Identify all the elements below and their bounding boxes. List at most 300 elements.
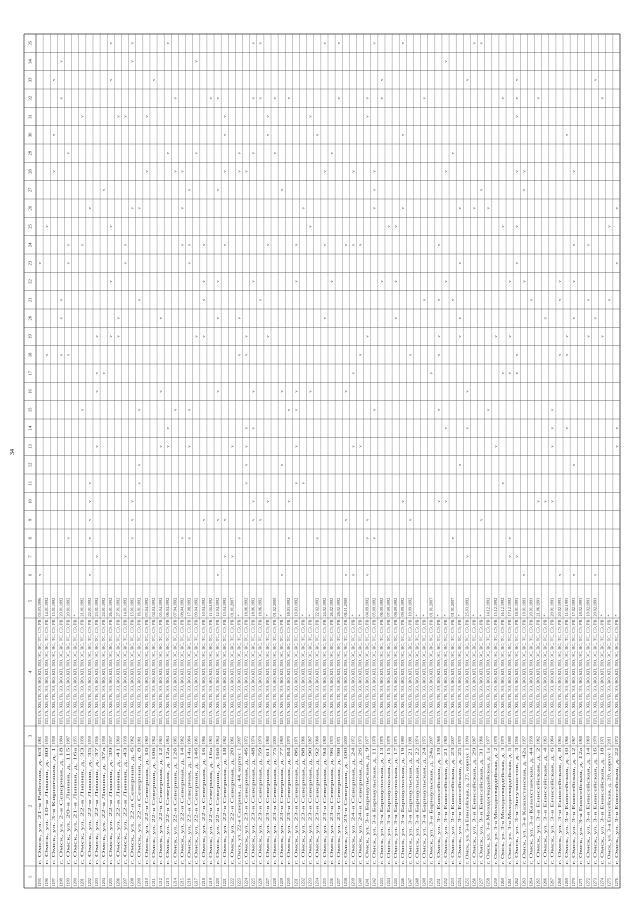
check-mark: v <box>129 207 135 210</box>
table-cell-addr: г. Омск, ул. 3-я Барнаульская, д. 21 <box>407 802 413 865</box>
table-cell-year: 1962 <box>179 736 185 745</box>
check-mark: v <box>606 225 612 228</box>
table-cell-sys: ПЛ, ГА, ХВ, ГВ, ЭЭ, ВО, КП, ПО, ЭС, ВС, ТС, СЭ, РВ <box>86 627 92 725</box>
check-mark: v <box>599 335 605 338</box>
column-number: 26 <box>27 205 33 211</box>
table-cell-addr: г. Омск, ул. 3-я Енисейская, д. 19 <box>435 805 441 865</box>
check-mark: v <box>371 207 377 210</box>
check-mark: v <box>293 445 299 448</box>
table-cell-year: 1958 <box>122 736 128 745</box>
table-cell-sys: ПЛ, ГА, ХВ, ГВ, ЭЭ, ВО, КП, ПО, ЭС, ВС, ТС, СЭ, РВ <box>435 627 441 725</box>
table-cell-id: 1264 <box>528 878 534 887</box>
table-cell-year: 1965 <box>193 736 199 745</box>
check-mark: v <box>478 518 484 521</box>
check-mark: v <box>457 463 463 466</box>
table-cell-id: 1246 <box>400 878 406 887</box>
check-mark: v <box>350 170 356 173</box>
table-cell-id: 1201 <box>79 878 85 887</box>
check-mark: v <box>507 372 513 375</box>
check-mark: v <box>115 115 121 118</box>
check-mark: v <box>264 115 270 118</box>
check-mark: v <box>336 42 342 45</box>
table-cell-date: 21.06.1993 <box>535 597 541 617</box>
table-cell-id: 1273 <box>592 878 598 887</box>
check-mark: v <box>93 335 99 338</box>
table-cell-sys: ПЛ, ГА, ХВ, ГВ, ЭЭ, ВО, КП, ПО, ЭС, ВС, ТС, СЭ, РВ <box>563 627 569 725</box>
check-mark: v <box>485 408 491 411</box>
check-mark: v <box>371 188 377 191</box>
check-mark: v <box>307 225 313 228</box>
table-cell-sys: ПЛ, ГА, ХВ, ГВ, ЭЭ, ВО, КП, ПО, ЭС, ВС, ТС, СЭ, РВ <box>378 627 384 725</box>
table-cell-year: 1994 <box>464 736 470 745</box>
check-mark: v <box>471 42 477 45</box>
table-cell-date: 14.12.1992 <box>485 597 491 617</box>
check-mark: v <box>229 445 235 448</box>
column-number: 33 <box>27 77 33 83</box>
check-mark: v <box>136 408 142 411</box>
table-cell-id: 1265 <box>535 878 541 887</box>
table-cell-date: 20.02.1993 <box>556 597 562 617</box>
table-cell-date: 14.01.1992 <box>44 597 50 617</box>
check-mark: v <box>158 390 164 393</box>
check-mark: v <box>93 390 99 393</box>
check-mark: v <box>264 335 270 338</box>
check-mark: v <box>563 133 569 136</box>
table-cell-addr: г. Омск, ул. 3-я Барнаульская, д. 24а <box>428 800 434 865</box>
check-mark: v <box>108 225 114 228</box>
check-mark: v <box>613 207 619 210</box>
table-cell-sys: ПЛ, ГА, ХВ, ГВ, ЭЭ, ВО, КП, ПО, ЭС, ВС, ТС, СЭ, РВ <box>257 627 263 725</box>
table-cell-date: * <box>307 614 313 617</box>
table-cell-date: * <box>350 614 356 617</box>
check-mark: v <box>407 353 413 356</box>
table-cell-date: 22.02.1992 <box>314 597 320 617</box>
table-cell-id: 1198 <box>58 878 64 887</box>
check-mark: v <box>435 298 441 301</box>
table-cell-date: 18.02.1993 <box>578 597 584 617</box>
check-mark: v <box>93 445 99 448</box>
table-cell-addr: г. Омск, ул. 3-я Молодогвардейская, д. 5 <box>507 793 513 865</box>
table-cell-addr: г. Омск, ул. 3-я Барнаульская, д. 17 <box>393 802 399 865</box>
check-mark: v <box>293 280 299 283</box>
table-cell-date: 17.12.1992 <box>507 597 513 617</box>
table-cell-year: 1961 <box>36 736 42 745</box>
table-cell-date: 12.04.1992 <box>215 597 221 617</box>
table-cell-addr: г. Омск, ул. 3-я Енисейская, д. 20, корпус 1 <box>606 788 612 865</box>
table-cell-id: 1237 <box>336 878 342 887</box>
table-cell-date: * <box>279 614 285 617</box>
table-cell-year: 1967 <box>571 736 577 745</box>
table-cell-year: 1978 <box>492 736 498 745</box>
table-cell-sys: ПЛ, ГА, ХВ, ГВ, ЭЭ, ВО, КП, ПО, ЭС, ВС, ТС, СЭ, РВ <box>393 627 399 725</box>
table-cell-addr: г. Омск, ул. 22-я Северная, д. 12 <box>158 807 164 865</box>
check-mark: v <box>136 298 142 301</box>
table-cell-addr: г. Омск, ул. 24-я Северная, д. 26 <box>357 807 363 865</box>
check-mark: v <box>286 97 292 100</box>
table-cell-date: 05.09.1992 <box>371 597 377 617</box>
table-cell-year: 1960 <box>115 736 121 745</box>
table-cell-year: 1962 <box>129 736 135 745</box>
table-cell-addr: г. Омск, ул. 3-я Енисейская, д. 29 <box>471 805 477 865</box>
check-mark: v <box>528 298 534 301</box>
table-cell-id: 1245 <box>393 878 399 887</box>
table-cell-sys: ПЛ, ГА, ХВ, ГВ, ЭЭ, ВО, КП, ПО, ЭС, ВС, ТС, СЭ, РВ <box>328 627 334 725</box>
check-mark: v <box>122 115 128 118</box>
check-mark: v <box>243 353 249 356</box>
check-mark: v <box>193 335 199 338</box>
table-cell-id: 1258 <box>485 878 491 887</box>
table-cell-id: 1260 <box>499 878 505 887</box>
check-mark: v <box>457 262 463 265</box>
check-mark: v <box>44 225 50 228</box>
table-cell-id: 1217 <box>193 878 199 887</box>
check-mark: v <box>79 115 85 118</box>
table-cell-date: 08.09.1992 <box>393 597 399 617</box>
table-cell-year: 1969 <box>442 736 448 745</box>
table-cell-addr: г. Омск, ул. 22-я Северная, д. 12а <box>165 805 171 865</box>
table-cell-sys: ПЛ, ГА, ХВ, ГВ, ЭЭ, ВО, КП, ПО, ЭС, ВС, ТС, СЭ, РВ <box>613 627 619 725</box>
check-mark: v <box>136 207 142 210</box>
check-mark: v <box>350 573 356 576</box>
table-cell-id: 1210 <box>143 878 149 887</box>
table-cell-sys: ПЛ, ГА, ХВ, ГВ, ЭЭ, ВО, КП, ПО, ЭС, ВС, ТС, СЭ, РВ <box>499 627 505 725</box>
column-number: 18 <box>27 352 33 358</box>
table-cell-id: 1213 <box>165 878 171 887</box>
column-number: 27 <box>27 187 33 193</box>
table-cell-sys: ПЛ, ГА, ХВ, ГВ, ЭЭ, ВО, КП, ПО, ЭС, ВС, ТС, СЭ, РВ <box>93 627 99 725</box>
check-mark: v <box>222 518 228 521</box>
column-number: 32 <box>27 95 33 101</box>
check-mark: v <box>393 280 399 283</box>
table-cell-date: 10.04.1992 <box>200 597 206 617</box>
column-number: 24 <box>27 242 33 248</box>
table-cell-sys: ПЛ, ГА, ХВ, ГВ, ЭЭ, ВО, КП, ПО, ЭС, ВС, ТС, СЭ, РВ <box>357 627 363 725</box>
table-cell-sys: ПЛ, ГА, ХВ, ГВ, ЭЭ, ВО, КП, ПО, ЭС, ВС, ТС, СЭ, РВ <box>236 627 242 725</box>
table-cell-sys: ПЛ, ГА, ХВ, ГВ, ЭЭ, ВО, КП, ПО, ЭС, ВС, ТС, СЭ, РВ <box>193 627 199 725</box>
table-cell-addr: г. Омск, ул. 3-я Енисейская, д. 23 <box>450 805 456 865</box>
check-mark: v <box>143 170 149 173</box>
check-mark: v <box>286 500 292 503</box>
table-cell-sys: ПЛ, ГА, ХВ, ГВ, ЭЭ, ВО, КП, ПО, ЭС, ВС, ТС, СЭ, РВ <box>250 627 256 725</box>
table-cell-id: 1208 <box>129 878 135 887</box>
check-mark: v <box>264 500 270 503</box>
table-cell-year: 1974 <box>250 736 256 745</box>
table-cell-id: 1202 <box>86 878 92 887</box>
check-mark: v <box>507 555 513 558</box>
table-cell-sys: ПЛ, ГА, ХВ, ГВ, ЭЭ, ВО, КП, ПО, ЭС, ВС, ТС, СЭ, РВ <box>350 627 356 725</box>
column-number: 13 <box>27 444 33 449</box>
table-cell-addr: г. Омск, ул. 23-я Северная, д. 98 <box>336 807 342 865</box>
table-cell-id: 1275 <box>606 878 612 887</box>
table-cell-date: 26.02.1992 <box>328 597 334 617</box>
table-cell-addr: г. Омск, ул. 3-я Енисейская, д. 10 <box>563 805 569 865</box>
table-cell-year: 1968 <box>264 736 270 745</box>
table-cell-sys: ПЛ, ГА, ХВ, ГВ, ЭЭ, ВО, КП, ПО, ЭС, ВС, ТС, СЭ, РВ <box>143 627 149 725</box>
table-cell-id: 1255 <box>464 878 470 887</box>
table-cell-year: 1963 <box>542 736 548 745</box>
check-mark: v <box>357 243 363 246</box>
table-cell-sys: ПЛ, ГА, ХВ, ГВ, ЭЭ, ВО, КП, ПО, ЭС, ВС, ТС, СЭ, РВ <box>264 627 270 725</box>
table-cell-id: 1220 <box>215 878 221 887</box>
table-cell-sys: ПЛ, ГА, ХВ, ГВ, ЭЭ, ВО, КП, ПО, ЭС, ВС, ТС, СЭ, РВ <box>122 627 128 725</box>
check-mark: v <box>186 188 192 191</box>
check-mark: v <box>172 97 178 100</box>
table-cell-sys: ПЛ, ГА, ХВ, ГВ, ЭЭ, ВО, КП, ПО, ЭС, ВС, ТС, СЭ, РВ <box>599 627 605 725</box>
table-cell-id: 1216 <box>186 878 192 887</box>
table-cell-addr: г. Омск, ул. 23-я Северная, д. 90 <box>307 807 313 865</box>
check-mark: v <box>350 243 356 246</box>
table-cell-id: 1232 <box>300 878 306 887</box>
table-cell-year: 1964 <box>165 736 171 745</box>
table-cell-addr: г. Омск, ул. 3-я Енисейская, д. 12а <box>578 803 584 865</box>
table-cell-date: 19.03.1992 <box>293 597 299 617</box>
check-mark: v <box>186 537 192 540</box>
check-mark: v <box>279 390 285 393</box>
check-mark: v <box>108 78 114 81</box>
check-mark: v <box>585 243 591 246</box>
check-mark: v <box>264 243 270 246</box>
table-cell-date: 15.01.1992 <box>129 597 135 617</box>
check-mark: v <box>457 335 463 338</box>
table-cell-year: 1960 <box>143 736 149 745</box>
table-cell-addr: г. Омск, ул. 23-я Северная, д. 92 <box>314 807 320 865</box>
check-mark: v <box>65 353 71 356</box>
table-cell-id: 1196 <box>44 878 50 887</box>
check-mark: v <box>336 97 342 100</box>
table-cell-id: 1227 <box>264 878 270 887</box>
table-cell-addr: г. Омск, ул. 21-я Линия, д. 16а <box>72 810 78 865</box>
table-cell-year: 1980 <box>400 736 406 745</box>
check-mark: v <box>293 390 299 393</box>
table-cell-sys: ПЛ, ГА, ХВ, ГВ, ЭЭ, ВО, КП, ПО, ЭС, ВС, ТС, СЭ, РВ <box>279 627 285 725</box>
check-mark: v <box>400 133 406 136</box>
check-mark: v <box>250 500 256 503</box>
check-mark: v <box>229 555 235 558</box>
table-cell-id: 1207 <box>122 878 128 887</box>
check-mark: v <box>165 445 171 448</box>
table-cell-date: * <box>357 614 363 617</box>
check-mark: v <box>193 152 199 155</box>
table-cell-addr: г. Омск, ул. 23-я Северная, д. 59 <box>257 807 263 865</box>
table-cell-year: 1961 <box>136 736 142 745</box>
table-cell-addr: г. Омск, ул. 23-я Северная, д. 84 <box>286 807 292 865</box>
check-mark: v <box>350 445 356 448</box>
column-number: 21 <box>27 297 33 303</box>
check-mark: v <box>200 243 206 246</box>
check-mark: v <box>286 408 292 411</box>
check-mark: v <box>571 280 577 283</box>
table-cell-date: 17.08.1992 <box>186 597 192 617</box>
check-mark: v <box>343 518 349 521</box>
check-mark: v <box>499 372 505 375</box>
check-mark: v <box>371 537 377 540</box>
check-mark: v <box>464 427 470 430</box>
check-mark: v <box>435 335 441 338</box>
table-cell-date: * <box>613 614 619 617</box>
check-mark: v <box>86 207 92 210</box>
table-cell-year: 1972 <box>243 736 249 745</box>
check-mark: v <box>300 207 306 210</box>
check-mark: v <box>186 262 192 265</box>
column-number: 6 <box>27 573 33 576</box>
table-cell-sys: ПЛ, ГА, ХВ, ГВ, ЭЭ, ВО, КП, ПО, ЭС, ВС, ТС, СЭ, РВ <box>115 627 121 725</box>
table-cell-addr: г. Омск, ул. 22-я Линия, д. 39 <box>108 812 114 865</box>
check-mark: v <box>521 280 527 283</box>
check-mark: v <box>492 335 498 338</box>
check-mark: v <box>236 353 242 356</box>
check-mark: v <box>129 537 135 540</box>
table-cell-year: 1967 <box>307 736 313 745</box>
table-cell-addr: г. Омск, ул. 3-я Барнаульская, д. 15 <box>385 802 391 865</box>
table-cell-sys: ПЛ, ГА, ХВ, ГВ, ЭЭ, ВО, КП, ПО, ЭС, ВС, ТС, СЭ, РВ <box>51 627 57 725</box>
table-cell-id: 1271 <box>578 878 584 887</box>
check-mark: v <box>371 408 377 411</box>
check-mark: v <box>364 97 370 100</box>
table-cell-year: 1958 <box>528 736 534 745</box>
table-cell-year: 1962 <box>222 736 228 745</box>
table-rows <box>37 598 620 887</box>
check-mark: v <box>499 482 505 485</box>
table-cell-year: 1959 <box>86 736 92 745</box>
check-mark: v <box>279 573 285 576</box>
column-number: 12 <box>27 462 33 468</box>
table-cell-sys: ПЛ, ГА, ХВ, ГВ, ЭЭ, ВО, КП, ПО, ЭС, ВС, ТС, СЭ, РВ <box>300 627 306 725</box>
table-cell-addr: г. Омск, ул. 3-я Енисейская, д. 6 <box>549 807 555 865</box>
table-cell-id: 1230 <box>286 878 292 887</box>
table-cell-addr: г. Омск, ул. 22-я Северная, д. 18 <box>222 807 228 865</box>
check-mark: v <box>58 97 64 100</box>
table-cell-year: 1950 <box>44 736 50 745</box>
table-cell-addr: г. Омск, ул. 3-я Барнаульская, д. 9 <box>364 804 370 865</box>
table-cell-year: 1970 <box>286 736 292 745</box>
table-cell-year: 1972 <box>350 736 356 745</box>
table-cell-addr: г. Омск, ул. 23-я Северная, д. 46 <box>243 807 249 865</box>
table-cell-date: 06.11.2000 <box>343 597 349 617</box>
table-cell-year: 1955 <box>72 736 78 745</box>
table-cell-sys: ПЛ, ГА, ХВ, ГВ, ЭЭ, ВО, КП, ПО, ЭС, ВС, ТС, СЭ, РВ <box>222 627 228 725</box>
table-cell-sys: ПЛ, ГА, ХВ, ГВ, ЭЭ, ВО, КП, ПО, ЭС, ВС, ТС, СЭ, РВ <box>165 627 171 725</box>
table-cell-date: 10.09.1992 <box>407 597 413 617</box>
table-cell-year: 2000 <box>343 736 349 745</box>
table-cell-year: 1976 <box>378 736 384 745</box>
table-cell-sys: ПЛ, ГА, ХВ, ГВ, ЭЭ, ВО, КП, ПО, ЭС, ВС, ТС, СЭ, РВ <box>592 627 598 725</box>
check-mark: v <box>613 445 619 448</box>
check-mark: v <box>293 243 299 246</box>
table-cell-addr: г. Омск, ул. 23-я Северная, д. 48 <box>250 807 256 865</box>
check-mark: v <box>250 42 256 45</box>
table-cell-date: 25.03.1992 <box>464 597 470 617</box>
table-cell-sys: ПЛ, ГА, ХВ, ГВ, ЭЭ, ВО, КП, ПО, ЭС, ВС, ТС, СЭ, РВ <box>136 627 142 725</box>
table-cell-year: 1981 <box>407 736 413 745</box>
check-mark: v <box>514 353 520 356</box>
table-cell-id: 1251 <box>435 878 441 887</box>
table-cell-year: 1964 <box>215 736 221 745</box>
table-cell-date: 18.06.1992 <box>243 597 249 617</box>
table-cell-year: 1968 <box>578 736 584 745</box>
column-number: 17 <box>27 370 33 376</box>
column-number: 34 <box>27 59 33 64</box>
table-cell-date: * <box>442 614 448 617</box>
check-mark: v <box>321 170 327 173</box>
check-mark: v <box>435 408 441 411</box>
check-mark: v <box>450 537 456 540</box>
check-mark: v <box>250 97 256 100</box>
table-cell-year: 1957 <box>108 736 114 745</box>
check-mark: v <box>215 188 221 191</box>
table-cell-date: 20.01.1993 <box>528 597 534 617</box>
column-number: 5 <box>27 599 33 603</box>
table-cell-addr: г. Омск, ул. 3-я Барнаульская, д. 24 <box>421 802 427 865</box>
table-cell-sys: ПЛ, ГА, ХВ, ГВ, ЭЭ, ВО, КП, ПО, ЭС, ВС, ТС, СЭ, РВ <box>442 627 448 725</box>
check-mark: v <box>122 262 128 265</box>
check-mark: v <box>51 78 57 81</box>
check-mark: v <box>200 518 206 521</box>
check-mark: v <box>179 537 185 540</box>
check-mark: v <box>328 280 334 283</box>
check-mark: v <box>65 243 71 246</box>
table-cell-id: 1221 <box>222 878 228 887</box>
table-cell-id: 1244 <box>385 878 391 887</box>
check-mark: v <box>549 408 555 411</box>
check-mark: v <box>307 115 313 118</box>
check-mark: v <box>571 317 577 320</box>
check-mark: v <box>236 152 242 155</box>
check-mark: v <box>450 298 456 301</box>
table-cell-date: 06.09.1992 <box>378 597 384 617</box>
table-cell-date: 15.12.1992 <box>492 597 498 617</box>
check-mark: v <box>193 60 199 63</box>
check-mark: v <box>556 353 562 356</box>
check-mark: v <box>556 280 562 283</box>
check-mark: v <box>457 207 463 210</box>
table-cell-id: 1218 <box>200 878 206 887</box>
table-cell-date: * <box>606 614 612 617</box>
table-cell-id: 1241 <box>364 878 370 887</box>
table-cell-addr: г. Омск, ул. 23-я Северная, д. 86 <box>293 807 299 865</box>
check-mark: v <box>378 280 384 283</box>
table-cell-sys: ПЛ, ГА, ХВ, ГВ, ЭЭ, ВО, КП, ПО, ЭС, ВС, ТС, СЭ, РВ <box>507 627 513 725</box>
table-cell-date: 01.02.2000 <box>271 597 277 617</box>
table-cell-date: * <box>471 614 477 617</box>
check-mark: v <box>321 42 327 45</box>
table-cell-id: 1222 <box>229 878 235 887</box>
check-mark: v <box>514 78 520 81</box>
check-mark: v <box>442 280 448 283</box>
check-mark: v <box>549 445 555 448</box>
check-mark: v <box>215 317 221 320</box>
table-cell-id: 1214 <box>172 878 178 887</box>
table-cell-year: 1962 <box>150 736 156 745</box>
table-cell-addr: г. Омск, ул. 22-я Северная, д. 16 <box>200 807 206 865</box>
check-mark: v <box>79 408 85 411</box>
table-cell-addr: г. Омск, ул. 3-я Барнаульская, д. 13 <box>378 802 384 865</box>
table-cell-addr: г. Омск, ул. 23-я Северная, д. 96 <box>328 807 334 865</box>
table-cell-addr: г. Омск, ул. 23-я Северная, д. 88 <box>300 807 306 865</box>
check-mark: v <box>364 537 370 540</box>
table-cell-year: 1964 <box>549 736 555 745</box>
check-mark: v <box>222 243 228 246</box>
check-mark: v <box>250 427 256 430</box>
check-mark: v <box>36 573 42 576</box>
table-cell-sys: ПЛ, ГА, ХВ, ГВ, ЭЭ, ВО, КП, ПО, ЭС, ВС, ТС, СЭ, РВ <box>428 627 434 725</box>
table-cell-addr: г. Омск, ул. 3-я Кирпичная, д. 1 <box>51 808 57 865</box>
check-mark: v <box>165 42 171 45</box>
table-cell-date: 18.06.1992 <box>250 597 256 617</box>
table-cell-addr: г. Омск, ул. 22-я Северная, д. 6 <box>129 809 135 865</box>
table-cell-year: 2000 <box>271 736 277 745</box>
check-mark: v <box>250 518 256 521</box>
check-mark: v <box>535 500 541 503</box>
